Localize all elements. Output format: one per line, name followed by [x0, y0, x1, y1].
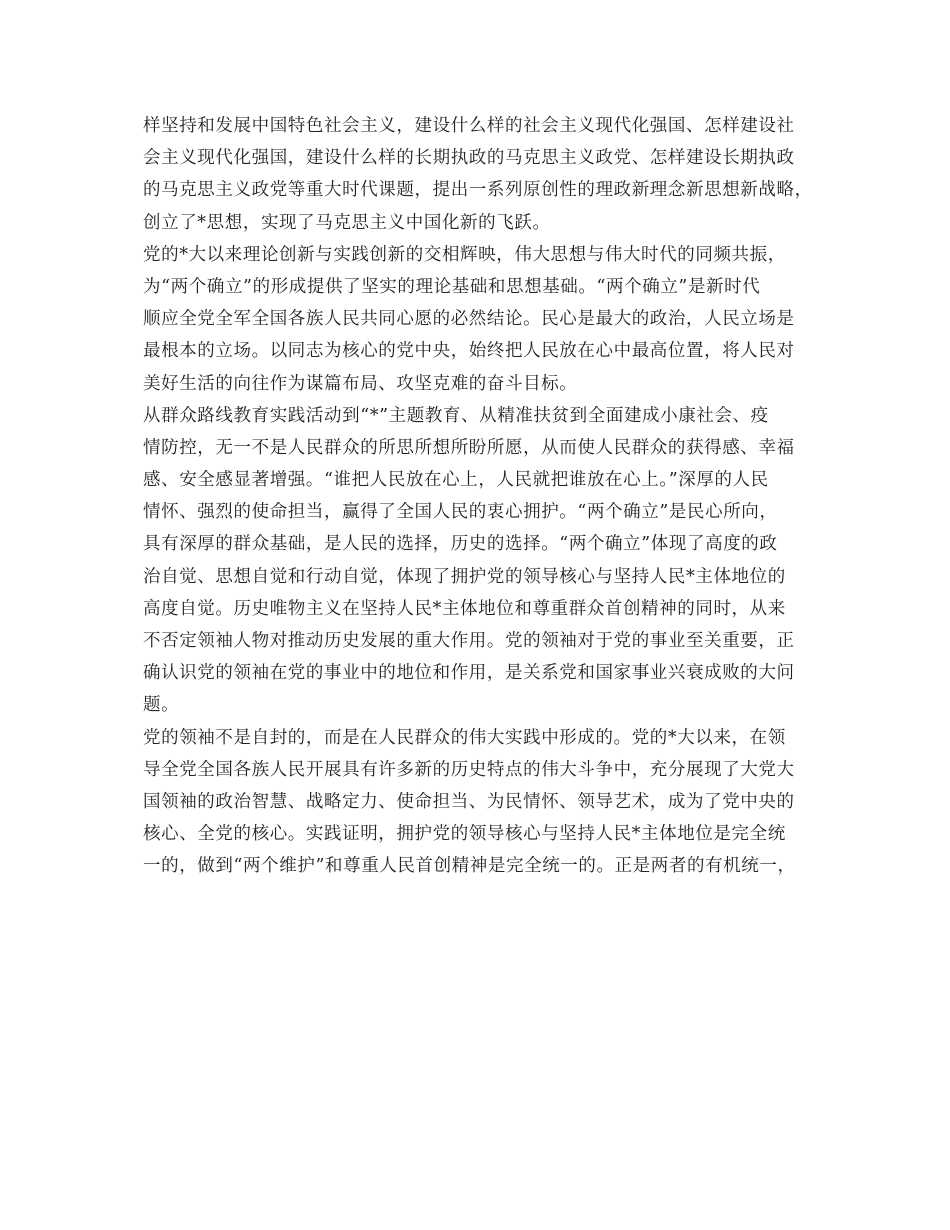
text-line: 高度自觉。历史唯物主义在坚持人民*主体地位和尊重群众首创精神的同时，从来	[143, 598, 786, 619]
body-text	[143, 110, 833, 883]
text-line: 顺应全党全军全国各族人民共同心愿的必然结论。民心是最大的政治，人民立场是	[143, 309, 795, 330]
text-line: 从群众路线教育实践活动到“*”主题教育、从精准扶贫到全面建成小康社会、疫	[143, 405, 769, 426]
text-line: 感、安全感显著增强。“谁把人民放在心上，人民就把谁放在心上。”深厚的人民	[143, 470, 769, 491]
text-line: 为“两个确立”的形成提供了坚实的理论基础和思想基础。“两个确立”是新时代	[143, 276, 761, 297]
text-line: 一的，做到“两个维护”和尊重人民首创精神是完全统一的。正是两者的有机统一，	[143, 856, 796, 877]
text-line: 确认识党的领袖在党的事业中的地位和作用，是关系党和国家事业兴衰成败的大问	[143, 663, 795, 684]
text-line: 情怀、强烈的使命担当，赢得了全国人民的衷心拥护。“两个确立”是民心所向，	[143, 502, 778, 523]
text-line: 创立了*思想，实现了马克思主义中国化新的飞跃。	[143, 212, 551, 233]
text-line: 党的领袖不是自封的，而是在人民群众的伟大实践中形成的。党的*大以来，在领	[143, 727, 786, 748]
text-line: 美好生活的向往作为谋篇布局、攻坚克难的奋斗目标。	[143, 373, 578, 394]
text-line: 样坚持和发展中国特色社会主义，建设什么样的社会主义现代化强国、怎样建设社	[143, 116, 795, 136]
text-line: 国领袖的政治智慧、战略定力、使命担当、为民情怀、领导艺术，成为了党中央的	[143, 791, 795, 812]
text-line: 导全党全国各族人民开展具有许多新的历史特点的伟大斗争中，充分展现了大党大	[143, 759, 795, 780]
text-line: 会主义现代化强国，建设什么样的长期执政的马克思主义政党、怎样建设长期执政	[143, 148, 795, 169]
text-line: 具有深厚的群众基础，是人民的选择，历史的选择。“两个确立”体现了高度的政	[143, 534, 778, 555]
text-line: 党的*大以来理论创新与实践创新的交相辉映，伟大思想与伟大时代的同频共振，	[143, 244, 786, 265]
text-line: 情防控，无一不是人民群众的所思所想所盼所愿，从而使人民群众的获得感、幸福	[143, 437, 795, 458]
text-line: 不否定领袖人物对推动历史发展的重大作用。党的领袖对于党的事业至关重要，正	[143, 631, 795, 651]
text-line: 的马克思主义政党等重大时代课题，提出一系列原创性的理政新理念新思想新战略，	[143, 180, 813, 201]
text-line: 最根本的立场。以同志为核心的党中央，始终把人民放在心中最高位置，将人民对	[143, 341, 795, 362]
text-line: 题。	[143, 695, 180, 716]
text-line: 核心、全党的核心。实践证明，拥护党的领导核心与坚持人民*主体地位是完全统	[143, 824, 786, 845]
text-line: 治自觉、思想自觉和行动自觉，体现了拥护党的领导核心与坚持人民*主体地位的	[143, 566, 786, 587]
